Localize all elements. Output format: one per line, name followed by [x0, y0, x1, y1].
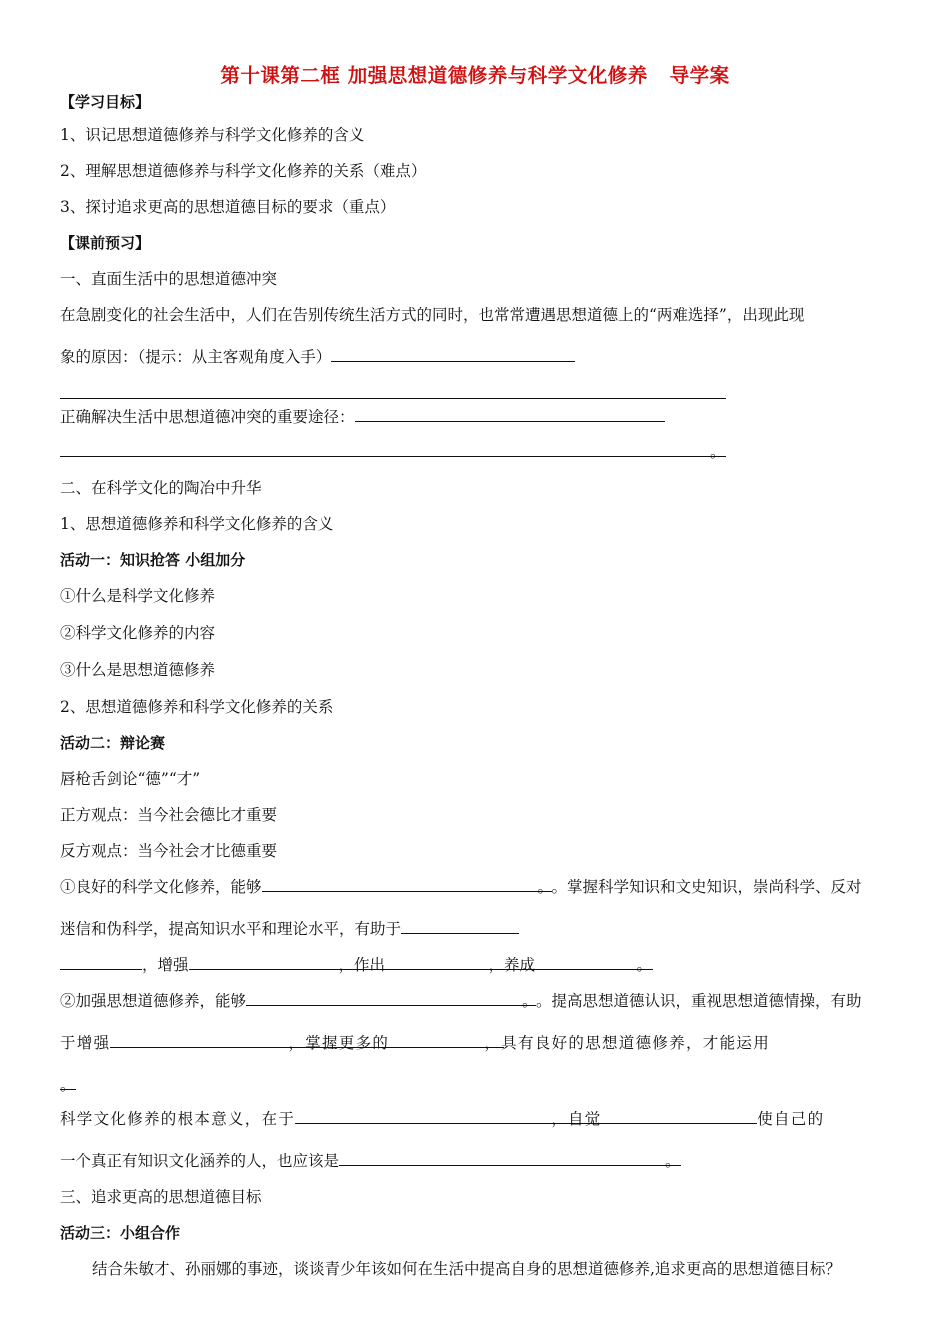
answer-blank[interactable]	[355, 954, 489, 970]
line-end: 。	[537, 878, 554, 896]
fill-line	[60, 1150, 681, 1172]
line-text: 使自己的	[757, 1110, 825, 1128]
paragraph-line	[60, 346, 575, 368]
answer-blank[interactable]	[60, 398, 726, 399]
debate-con: 反方观点：当今社会才比德重要	[60, 842, 278, 860]
paragraph-line	[60, 406, 665, 428]
fill-line	[60, 918, 519, 940]
line-text: 。提高思想道德认识，重视思想道德情操，有助	[536, 992, 862, 1010]
line-text: ①良好的科学文化修养，能够	[60, 878, 262, 896]
answer-blank[interactable]	[571, 1108, 757, 1124]
page-title: 第十课第二框 加强思想道德修养与科学文化修养 导学案	[220, 64, 730, 87]
goal-item: 2、理解思想道德修养与科学文化修养的关系（难点）	[60, 162, 427, 180]
debate-pro: 正方观点：当今社会德比才重要	[60, 806, 278, 824]
answer-blank[interactable]	[246, 990, 522, 1006]
line-text: 于增强	[60, 1034, 111, 1052]
line-end: 。	[710, 443, 726, 461]
fill-line	[60, 990, 862, 1012]
paragraph-line: 在急剧变化的社会生活中，人们在告别传统生活方式的同时，也常常遭遇思想道德上的“两难选择”，出现此现	[60, 306, 805, 324]
answer-blank[interactable]	[331, 346, 575, 362]
sub-heading: 2、思想道德修养和科学文化修养的关系	[60, 698, 334, 716]
goal-item: 1、识记思想道德修养与科学文化修养的含义	[60, 126, 365, 144]
answer-blank[interactable]	[505, 954, 637, 970]
line-text: 迷信和伪科学，提高知识水平和理论水平，有助于	[60, 920, 402, 938]
fill-line	[60, 876, 862, 898]
fill-line	[60, 954, 653, 976]
fill-line	[60, 1032, 771, 1054]
section-heading: 一、直面生活中的思想道德冲突	[60, 270, 278, 288]
answer-blank[interactable]	[308, 1032, 484, 1048]
line-end: 。	[60, 1076, 76, 1094]
line-text: ，增强	[142, 956, 189, 974]
answer-blank[interactable]	[355, 406, 665, 422]
line-text: 一个真正有知识文化涵养的人，也应该是	[60, 1152, 340, 1170]
goal-item: 3、探讨追求更高的思想道德目标的要求（重点）	[60, 198, 396, 216]
sub-heading: 1、思想道德修养和科学文化修养的含义	[60, 515, 334, 533]
answer-blank[interactable]	[401, 918, 519, 934]
line-text: ，作出	[338, 956, 386, 974]
line-text: ②加强思想道德修养，能够	[60, 992, 247, 1010]
line-end: 。	[522, 992, 538, 1010]
line-text: ，具有良好的思想道德修养，才能运用	[484, 1034, 771, 1052]
fill-line	[60, 1108, 824, 1130]
question-item: ②科学文化修养的内容	[60, 624, 216, 642]
activity-heading: 活动三：小组合作	[60, 1224, 181, 1242]
section-heading: 二、在科学文化的陶冶中升华	[60, 479, 262, 497]
line-text: ，自觉	[551, 1110, 602, 1128]
section-heading: 三、追求更高的思想道德目标	[60, 1188, 262, 1206]
debate-title: 唇枪舌剑论“德”“才”	[60, 770, 201, 788]
line-text: 正确解决生活中思想道德冲突的重要途径：	[60, 408, 355, 426]
fill-line	[60, 1074, 76, 1096]
line-end: 。	[665, 1152, 681, 1170]
answer-blank[interactable]	[262, 876, 538, 892]
answer-blank[interactable]	[60, 441, 710, 457]
line-text: ，掌握更多的	[288, 1034, 390, 1052]
activity-heading: 活动二：辩论赛	[60, 734, 166, 752]
line-text: 。掌握科学知识和文史知识，崇尚科学、反对	[551, 878, 862, 896]
answer-blank[interactable]	[295, 1108, 551, 1124]
activity-heading: 活动一：知识抢答 小组加分	[60, 551, 246, 569]
paragraph-line: 结合朱敏才、孙丽娜的事迹，谈谈青少年该如何在生活中提高自身的思想道德修养,追求更高的思想道德目标？	[92, 1260, 841, 1278]
answer-blank[interactable]	[110, 1032, 288, 1048]
answer-blank[interactable]	[60, 954, 142, 970]
line-text: 科学文化修养的根本意义，在于	[60, 1110, 296, 1128]
goals-header: 【学习目标】	[60, 93, 151, 111]
preview-header: 【课前预习】	[60, 234, 151, 252]
line-text: 象的原因：（提示：从主客观角度入手）	[60, 348, 332, 366]
line-text: ，养成	[488, 956, 536, 974]
question-item: ①什么是科学文化修养	[60, 587, 216, 605]
answer-blank[interactable]	[189, 954, 339, 970]
answer-blank[interactable]	[339, 1150, 665, 1166]
paragraph-line	[60, 441, 726, 463]
line-end: 。	[636, 956, 653, 974]
question-item: ③什么是思想道德修养	[60, 661, 216, 679]
